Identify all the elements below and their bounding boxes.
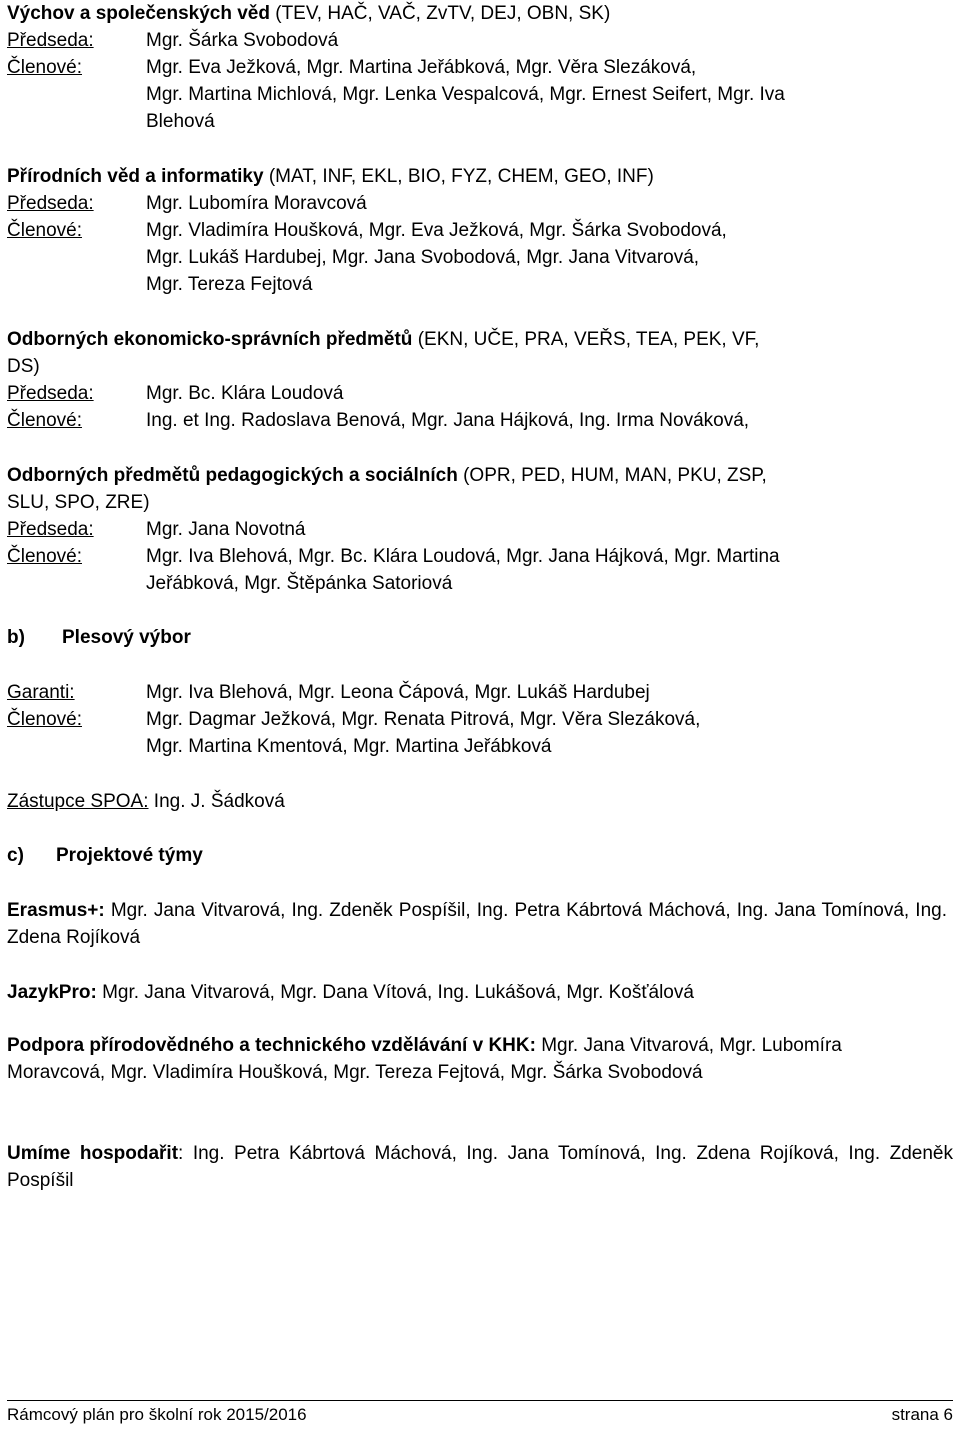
committee-section <box>7 0 953 135</box>
chair-label: Předseda: <box>7 30 94 51</box>
project-team <box>7 897 947 951</box>
chair-row <box>7 516 953 543</box>
chair-label: Předseda: <box>7 193 94 214</box>
committee-section <box>7 462 953 597</box>
committee-subjects: (EKN, UČE, PRA, VEŘS, TEA, PEK, VF, <box>417 329 760 350</box>
project-team-name-suffix: : <box>178 1143 184 1164</box>
committee-name: Odborných ekonomicko-správních předmětů <box>7 329 413 350</box>
committee-subjects-continued: SLU, SPO, ZRE) <box>7 492 150 513</box>
members-line: Jeřábková, Mgr. Štěpánka Satoriová <box>146 573 453 594</box>
committee-heading <box>7 326 953 353</box>
committee-section <box>7 163 953 298</box>
chair-name: Mgr. Bc. Klára Loudová <box>146 383 344 404</box>
members-label: Členové: <box>7 220 82 241</box>
members-line: Mgr. Lukáš Hardubej, Mgr. Jana Svobodová, Mgr. Jana Vitvarová, <box>146 247 700 268</box>
chair-name: Mgr. Šárka Svobodová <box>146 30 339 51</box>
footer-document-title: Rámcový plán pro školní rok 2015/2016 <box>7 1405 307 1424</box>
members-line: Mgr. Dagmar Ježková, Mgr. Renata Pitrová, Mgr. Věra Slezáková, <box>146 709 701 730</box>
committee-subjects: (MAT, INF, EKL, BIO, FYZ, CHEM, GEO, INF) <box>268 166 654 187</box>
members-line: Mgr. Martina Kmentová, Mgr. Martina Jeřábková <box>146 736 552 757</box>
members-label: Členové: <box>7 410 82 431</box>
project-team-members: Ing. Petra Kábrtová Máchová, Ing. Jana Tomínová, Ing. Zdena Rojíková, Ing. Zdeněk Pospíšil <box>7 1143 953 1191</box>
committee-subjects: (OPR, PED, HUM, MAN, PKU, ZSP, <box>463 465 767 486</box>
section-title: Plesový výbor <box>62 627 191 648</box>
committee-subjects-continued: DS) <box>7 356 40 377</box>
members-row <box>7 407 953 434</box>
chair-row <box>7 27 953 54</box>
page-footer <box>7 1400 953 1426</box>
members-label: Členové: <box>7 546 82 567</box>
list-letter: c) <box>7 845 24 866</box>
project-team-name: Erasmus+: <box>7 900 105 921</box>
members-row <box>7 54 953 135</box>
section-title: Projektové týmy <box>56 845 203 866</box>
members-line: Mgr. Iva Blehová, Mgr. Bc. Klára Loudová, Mgr. Jana Hájková, Mgr. Martina <box>146 546 780 567</box>
chair-name: Mgr. Jana Novotná <box>146 519 306 540</box>
chair-row <box>7 190 953 217</box>
members-line: Mgr. Eva Ježková, Mgr. Martina Jeřábková, Mgr. Věra Slezáková, <box>146 57 697 78</box>
members-line: Blehová <box>146 111 215 132</box>
chair-name: Mgr. Lubomíra Moravcová <box>146 193 367 214</box>
members-label: Členové: <box>7 709 82 730</box>
project-team-name: Umíme hospodařit <box>7 1143 179 1164</box>
members-line: Mgr. Vladimíra Houšková, Mgr. Eva Ježková, Mgr. Šárka Svobodová, <box>146 220 727 241</box>
section-heading <box>7 842 203 869</box>
project-team <box>7 1140 953 1194</box>
committee-name: Odborných předmětů pedagogických a sociálních <box>7 465 458 486</box>
members-label: Členové: <box>7 57 82 78</box>
project-team <box>7 979 947 1006</box>
project-team-members: Mgr. Jana Vitvarová, Mgr. Lubomíra Moravcová, Mgr. Vladimíra Houšková, Mgr. Tereza Fejtová, Mgr. Šárka Svobodová <box>7 1035 842 1083</box>
members-row <box>7 543 953 597</box>
ball-committee-people <box>7 679 953 760</box>
members-line: Ing. et Ing. Radoslava Benová, Mgr. Jana Hájková, Ing. Irma Nováková, <box>146 410 750 431</box>
committee-heading <box>7 163 953 190</box>
committee-heading <box>7 0 953 27</box>
chair-label: Předseda: <box>7 383 94 404</box>
members-row <box>7 217 953 298</box>
project-team-members: Mgr. Jana Vitvarová, Mgr. Dana Vítová, Ing. Lukášová, Mgr. Košťálová <box>102 982 694 1003</box>
committee-name: Přírodních věd a informatiky <box>7 166 264 187</box>
committee-subjects: (TEV, HAČ, VAČ, ZvTV, DEJ, OBN, SK) <box>275 3 611 24</box>
project-team-name: JazykPro: <box>7 982 97 1003</box>
list-letter: b) <box>7 627 25 648</box>
project-team-name: Podpora přírodovědného a technického vzdělávání v KHK: <box>7 1035 536 1056</box>
chair-row <box>7 380 953 407</box>
project-team <box>7 1032 922 1086</box>
guarantors-names: Mgr. Iva Blehová, Mgr. Leona Čápová, Mgr. Lukáš Hardubej <box>146 682 650 703</box>
committee-heading <box>7 462 953 489</box>
members-line: Mgr. Martina Michlová, Mgr. Lenka Vespalcová, Mgr. Ernest Seifert, Mgr. Iva <box>146 84 785 105</box>
committee-name: Výchov a společenských věd <box>7 3 270 24</box>
section-heading <box>7 624 953 651</box>
guarantors-row <box>7 679 953 706</box>
footer-page-number: strana 6 <box>891 1405 953 1424</box>
committee-section <box>7 326 953 434</box>
project-team-members: Mgr. Jana Vitvarová, Ing. Zdeněk Pospíšil, Ing. Petra Kábrtová Máchová, Ing. Jana Tomínová, Ing. Zdena Rojíková <box>7 900 947 948</box>
spoa-label: Zástupce SPOA: <box>7 791 149 812</box>
ball-committee-section <box>7 624 953 651</box>
chair-label: Předseda: <box>7 519 94 540</box>
spoa-name: Ing. J. Šádková <box>153 791 285 812</box>
spoa-row <box>7 788 285 815</box>
members-row <box>7 706 953 760</box>
guarantors-label: Garanti: <box>7 682 75 703</box>
members-line: Mgr. Tereza Fejtová <box>146 274 313 295</box>
